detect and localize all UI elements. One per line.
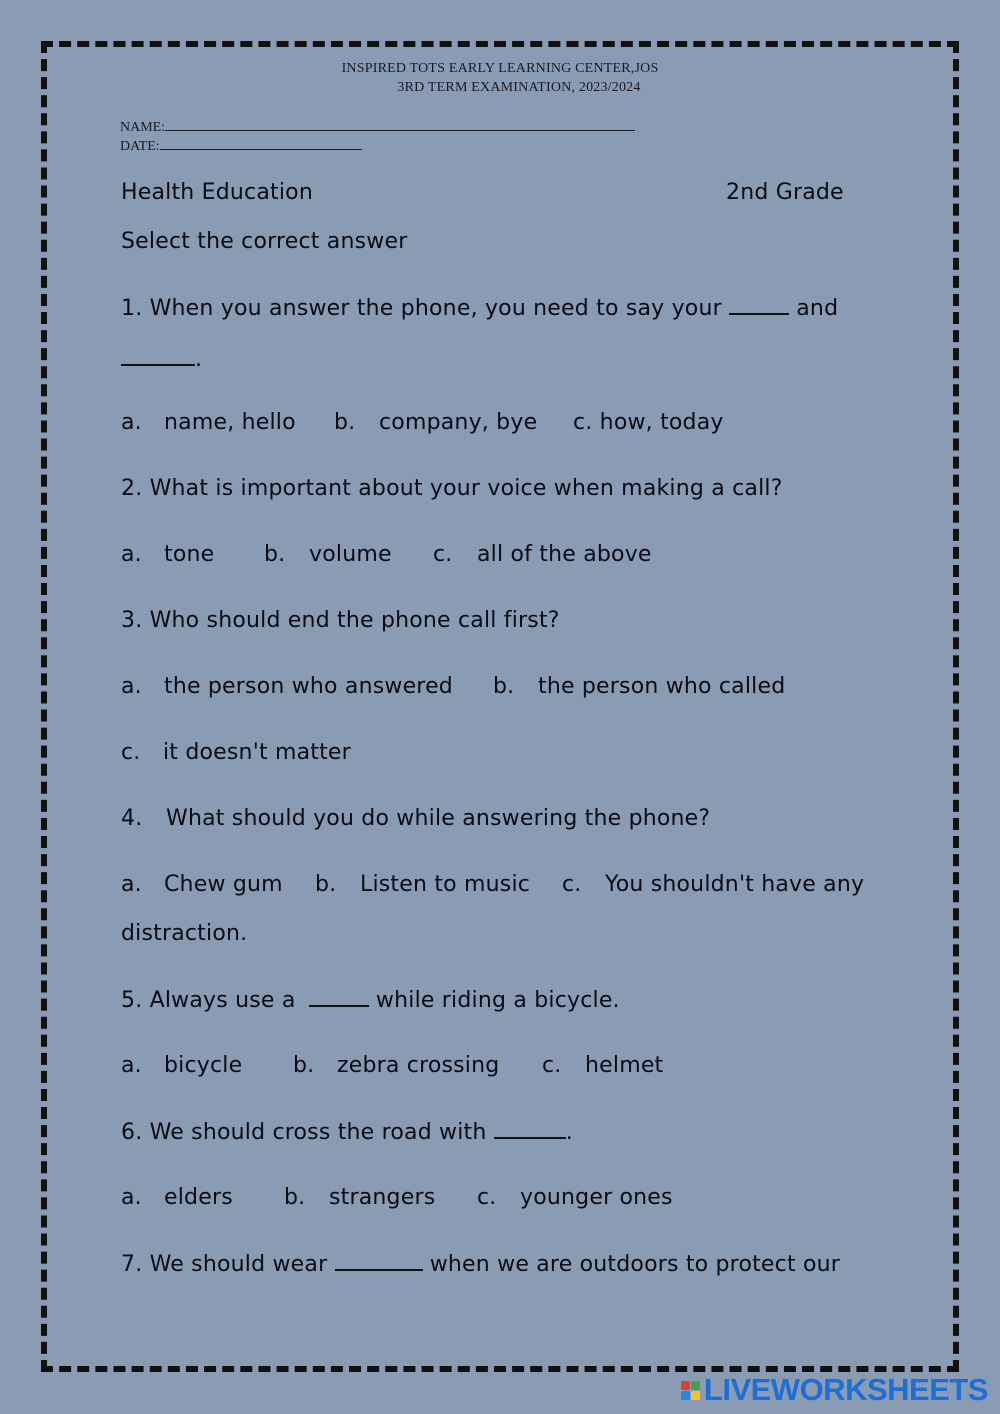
question-7-text-b: when we are outdoors to protect our — [429, 1252, 841, 1277]
question-5-text-b: while riding a bicycle. — [375, 988, 620, 1013]
option-c[interactable]: helmet — [585, 1053, 664, 1078]
option-c[interactable]: c. how, today — [573, 410, 724, 435]
option-letter: b. — [334, 410, 356, 435]
option-b[interactable]: Listen to music — [360, 872, 531, 897]
answer-blank[interactable] — [729, 295, 789, 315]
name-field[interactable] — [120, 118, 635, 136]
logo-square — [691, 1381, 700, 1390]
option-letter: a. — [121, 1185, 142, 1210]
option-letter: c. — [477, 1185, 497, 1210]
question-6 — [121, 1119, 573, 1145]
option-a[interactable]: elders — [164, 1185, 233, 1210]
question-1-text-c: . — [195, 347, 203, 372]
name-line — [165, 118, 635, 131]
watermark-text: LIVEWORKSHEETS — [703, 1372, 988, 1407]
question-6-text: 6. We should cross the road with — [121, 1120, 487, 1145]
question-6-text-b: . — [565, 1120, 573, 1145]
logo-square — [691, 1391, 700, 1400]
instruction: Select the correct answer — [121, 229, 408, 254]
date-field[interactable] — [120, 137, 362, 155]
option-a[interactable]: name, hello — [164, 410, 296, 435]
question-5 — [121, 987, 620, 1013]
name-label: NAME: — [120, 120, 166, 135]
option-a[interactable]: tone — [164, 542, 215, 567]
option-letter: c. — [121, 740, 141, 765]
question-1-text: 1. When you answer the phone, you need to say your — [121, 296, 722, 321]
option-letter: b. — [284, 1185, 306, 1210]
option-letter: a. — [121, 674, 142, 699]
option-b[interactable]: zebra crossing — [337, 1053, 500, 1078]
question-1 — [121, 295, 838, 321]
option-b[interactable]: company, bye — [379, 410, 538, 435]
option-a[interactable]: bicycle — [164, 1053, 243, 1078]
question-3: 3. Who should end the phone call first? — [121, 608, 560, 633]
option-a[interactable]: the person who answered — [164, 674, 453, 699]
option-c[interactable]: all of the above — [477, 542, 652, 567]
question-7 — [121, 1251, 840, 1277]
option-b[interactable]: volume — [309, 542, 392, 567]
answer-blank[interactable] — [494, 1119, 566, 1139]
liveworksheets-logo — [681, 1374, 988, 1406]
question-4: What should you do while answering the phone? — [166, 806, 711, 831]
option-letter: b. — [264, 542, 286, 567]
option-letter: b. — [493, 674, 515, 699]
option-c[interactable]: it doesn't matter — [163, 740, 351, 765]
option-c[interactable]: younger ones — [520, 1185, 673, 1210]
option-c-cont[interactable]: distraction. — [121, 921, 248, 946]
logo-square — [681, 1391, 690, 1400]
option-letter: a. — [121, 542, 142, 567]
option-letter: b. — [293, 1053, 315, 1078]
answer-blank[interactable] — [335, 1251, 423, 1271]
exam-title: 3RD TERM EXAMINATION, 2023/2024 — [397, 80, 641, 95]
option-letter: a. — [121, 410, 142, 435]
question-4-number: 4. — [121, 806, 143, 831]
option-b[interactable]: strangers — [329, 1185, 436, 1210]
subject-title: Health Education — [121, 180, 313, 205]
question-5-text: 5. Always use a — [121, 988, 296, 1013]
question-1-text-b: and — [796, 296, 839, 321]
date-line — [160, 137, 362, 150]
option-letter: a. — [121, 1053, 142, 1078]
option-c[interactable]: You shouldn't have any — [605, 872, 865, 897]
option-a[interactable]: Chew gum — [164, 872, 283, 897]
option-letter: c. — [542, 1053, 562, 1078]
option-letter: c. — [562, 872, 582, 897]
answer-blank[interactable] — [121, 346, 195, 366]
option-letter: c. — [433, 542, 453, 567]
grade-label: 2nd Grade — [726, 180, 844, 205]
logo-square — [681, 1381, 690, 1390]
date-label: DATE: — [120, 139, 160, 154]
answer-blank[interactable] — [309, 987, 369, 1007]
question-1-cont — [121, 346, 202, 372]
liveworksheets-icon — [681, 1381, 700, 1400]
question-2: 2. What is important about your voice when making a call? — [121, 476, 783, 501]
school-name: INSPIRED TOTS EARLY LEARNING CENTER,JOS — [341, 61, 659, 76]
option-letter: a. — [121, 872, 142, 897]
option-letter: b. — [315, 872, 337, 897]
option-b[interactable]: the person who called — [538, 674, 786, 699]
question-7-text: 7. We should wear — [121, 1252, 328, 1277]
